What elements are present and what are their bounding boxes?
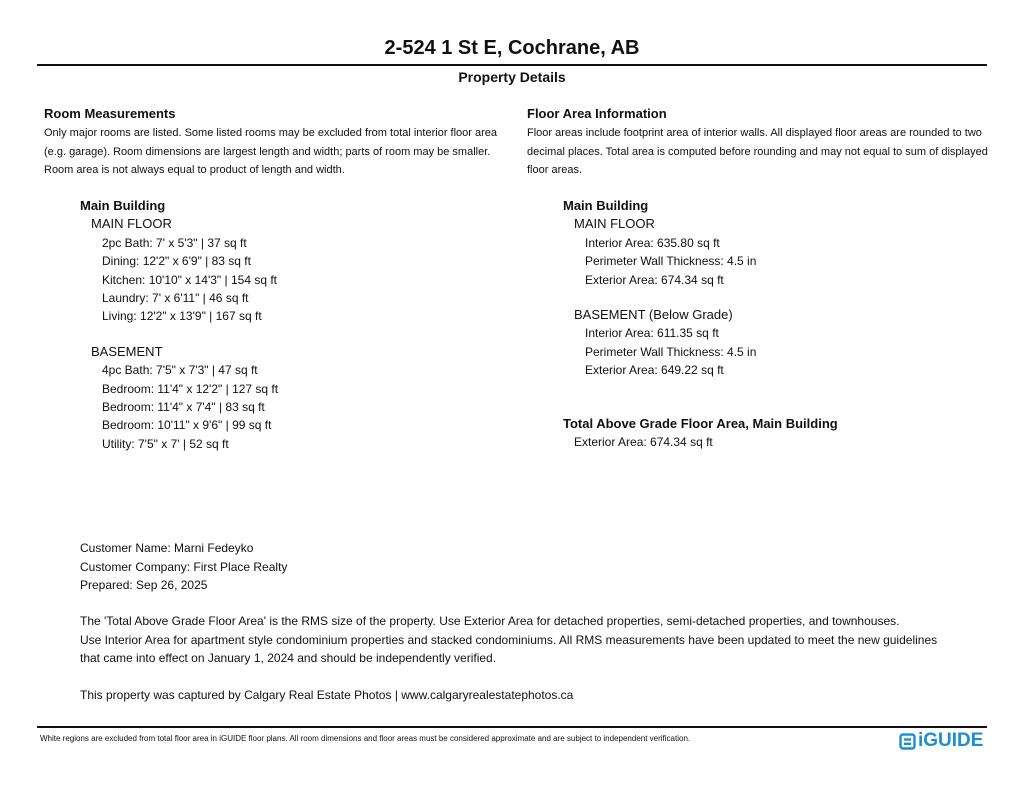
page-subtitle: Property Details xyxy=(458,69,566,85)
area-floor-basement: BASEMENT (Below Grade) xyxy=(574,306,733,322)
spacer xyxy=(563,380,838,415)
floor-area-heading: Floor Area Information xyxy=(527,106,667,121)
area-note-line-1: Floor areas include footprint area of interior walls. All displayed floor areas are rounded to two xyxy=(527,127,982,139)
property-address-title: 2-524 1 St E, Cochrane, AB xyxy=(384,37,640,59)
room-item: Kitchen: 10'10" x 14'3" | 154 sq ft xyxy=(102,272,277,287)
room-building-heading: Main Building xyxy=(80,198,166,213)
capture-credit xyxy=(80,686,573,705)
room-floor-basement: BASEMENT xyxy=(91,343,163,359)
area-note-line-3: floor areas. xyxy=(527,164,583,176)
area-floor-main: MAIN FLOOR xyxy=(574,216,655,232)
iguide-logo xyxy=(899,730,983,752)
room-measurements-heading: Room Measurements xyxy=(44,106,176,121)
room-note-line-3: Room area is not always equal to product of length and width. xyxy=(44,164,345,176)
spacer xyxy=(563,289,838,306)
customer-company: Customer Company: First Place Realty xyxy=(80,559,288,574)
total-area-heading: Total Above Grade Floor Area, Main Building xyxy=(563,415,838,431)
iguide-logo-icon xyxy=(899,733,916,750)
prepared-date: Prepared: Sep 26, 2025 xyxy=(80,578,208,592)
room-item: Bedroom: 11'4" x 7'4" | 83 sq ft xyxy=(102,399,265,414)
rms-note-line: Use Interior Area for apartment style condominium properties and stacked condominiums. All RMS measurements have been updated to meet the new guidelines xyxy=(80,632,938,647)
spacer xyxy=(80,326,278,343)
iguide-logo-text: iGUIDE xyxy=(918,730,984,751)
rms-note-line: that came into effect on January 1, 2024 and should be independently verified. xyxy=(80,651,497,665)
area-item: Perimeter Wall Thickness: 4.5 in xyxy=(585,344,757,359)
area-item: Interior Area: 635.80 sq ft xyxy=(585,235,720,250)
area-item: Interior Area: 611.35 sq ft xyxy=(585,326,719,341)
room-item: Dining: 12'2" x 6'9" | 83 sq ft xyxy=(102,254,251,269)
room-item: Bedroom: 11'4" x 12'2" | 127 sq ft xyxy=(102,381,279,396)
area-note-line-2: decimal places. Total area is computed before rounding and may not equal to sum of displayed xyxy=(527,145,988,158)
room-measurements-note xyxy=(44,124,504,180)
room-item: Laundry: 7' x 6'11" | 46 sq ft xyxy=(102,290,249,305)
room-list xyxy=(80,197,278,453)
footer-disclaimer: White regions are excluded from total floor area in iGUIDE floor plans. All room dimensions and floor areas must be considered approximate and are subject to independent verification. xyxy=(40,734,691,743)
area-building-heading: Main Building xyxy=(563,198,649,213)
room-floor-main: MAIN FLOOR xyxy=(91,216,172,232)
room-item: 4pc Bath: 7'5" x 7'3" | 47 sq ft xyxy=(102,363,258,378)
floor-area-list xyxy=(563,197,838,451)
floor-area-note xyxy=(527,124,997,180)
customer-info xyxy=(80,539,287,595)
room-item: Bedroom: 10'11" x 9'6" | 99 sq ft xyxy=(102,418,272,433)
room-item: Utility: 7'5" x 7' | 52 sq ft xyxy=(102,436,229,451)
room-note-line-2: (e.g. garage). Room dimensions are largest length and width; parts of room may be smaller. xyxy=(44,145,491,158)
header-divider xyxy=(37,64,987,66)
area-item: Exterior Area: 649.22 sq ft xyxy=(585,363,724,378)
room-note-line-1: Only major rooms are listed. Some listed rooms may be excluded from total interior floor area xyxy=(44,127,498,139)
room-item: 2pc Bath: 7' x 5'3" | 37 sq ft xyxy=(102,235,247,250)
rms-notes xyxy=(80,612,937,668)
footer-divider xyxy=(37,726,987,728)
area-item: Perimeter Wall Thickness: 4.5 in xyxy=(585,254,757,269)
room-item: Living: 12'2" x 13'9" | 167 sq ft xyxy=(102,309,262,324)
captured-by-text: This property was captured by Calgary Real Estate Photos | www.calgaryrealestatephotos.ca xyxy=(80,688,574,702)
area-item: Exterior Area: 674.34 sq ft xyxy=(585,272,724,287)
customer-name: Customer Name: Marni Fedeyko xyxy=(80,541,254,555)
rms-note-line: The 'Total Above Grade Floor Area' is the RMS size of the property. Use Exterior Area for detached properties, semi-detached properties, and townhouses. xyxy=(80,614,900,628)
total-area-value: Exterior Area: 674.34 sq ft xyxy=(574,434,713,449)
